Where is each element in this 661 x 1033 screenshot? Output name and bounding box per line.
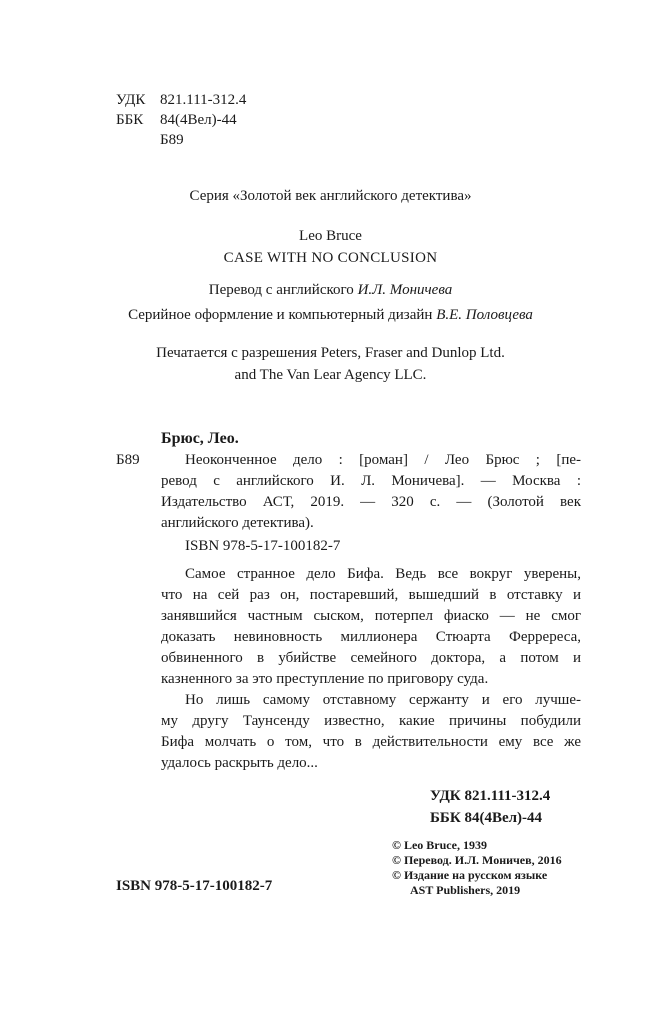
annotation-p1-line-3: занявшийся частным сыском, потерпел фиаско — не смог xyxy=(161,608,581,624)
bottom-udk: УДК 821.111-312.4 xyxy=(430,788,551,804)
design-credit xyxy=(0,307,661,324)
copyright-line-4: AST Publishers, 2019 xyxy=(410,883,521,897)
catalog-mark: Б89 xyxy=(116,452,140,468)
catalog-heading: Брюс, Лео. xyxy=(161,430,239,447)
top-udk xyxy=(116,90,246,110)
catalog-desc-line-2: ревод с английского И. Л. Моничева]. — Москва : xyxy=(161,473,581,489)
annotation-p1-line-2: что на сей раз он, постаревший, вышедший в отставку и xyxy=(161,587,581,603)
original-author: Leo Bruce xyxy=(299,228,362,244)
annotation-p2-line-2: му другу Таунсенду известно, какие причины побудили xyxy=(161,713,581,729)
translator-name: И.Л. Моничева xyxy=(357,282,453,298)
designer-name: В.Е. Половцева xyxy=(436,307,533,323)
top-bbk xyxy=(116,110,237,130)
translation-prefix: Перевод с английского xyxy=(208,282,358,298)
annotation-p2-line-1: Но лишь самому отставному сержанту и его лучше- xyxy=(185,692,581,708)
series-title: Серия «Золотой век английского детектива» xyxy=(189,188,472,204)
catalog-isbn: ISBN 978-5-17-100182-7 xyxy=(185,538,341,554)
design-prefix: Серийное оформление и компьютерный дизайн xyxy=(128,307,437,323)
isbn-bottom: ISBN 978-5-17-100182-7 xyxy=(116,878,273,894)
annotation-p1-line-4: доказать невиновность миллионера Стюарта Ферререса, xyxy=(161,629,581,645)
original-title: CASE WITH NO CONCLUSION xyxy=(223,250,438,266)
udk-label: УДК xyxy=(116,92,146,108)
permission-line-2: and The Van Lear Agency LLC. xyxy=(234,367,427,383)
catalog-desc-line-1: Неоконченное дело : [роман] / Лео Брюс ; [пе- xyxy=(185,452,581,468)
translation-credit xyxy=(0,282,661,299)
catalog-desc-line-3: Издательство АСТ, 2019. — 320 с. — (Золотой век xyxy=(161,494,581,510)
udk-value: 821.111-312.4 xyxy=(160,92,247,108)
annotation-p1-line-6: казненного за это преступление по приговору суда. xyxy=(161,671,489,687)
copyright-line-2: © Перевод. И.Л. Моничев, 2016 xyxy=(392,853,562,867)
copyright-line-3: © Издание на русском языке xyxy=(392,868,548,882)
annotation-p2-line-4: удалось раскрыть дело... xyxy=(161,755,318,771)
bbk-label: ББК xyxy=(116,112,144,128)
catalog-desc-line-4: английского детектива). xyxy=(161,515,314,531)
annotation-p2-line-3: Бифа молчать о том, что в действительности ему все же xyxy=(161,734,581,750)
copyright-line-1: © Leo Bruce, 1939 xyxy=(392,838,487,852)
bbk-value: 84(4Вел)-44 xyxy=(160,112,237,128)
annotation-p1-line-5: обвиненного в убийстве семейного доктора, а потом и xyxy=(161,650,581,666)
author-mark-top: Б89 xyxy=(160,132,184,148)
permission-line-1: Печатается с разрешения Peters, Fraser and Dunlop Ltd. xyxy=(156,345,505,361)
bottom-bbk: ББК 84(4Вел)-44 xyxy=(430,810,543,826)
annotation-p1-line-1: Самое странное дело Бифа. Ведь все вокруг уверены, xyxy=(185,566,581,582)
